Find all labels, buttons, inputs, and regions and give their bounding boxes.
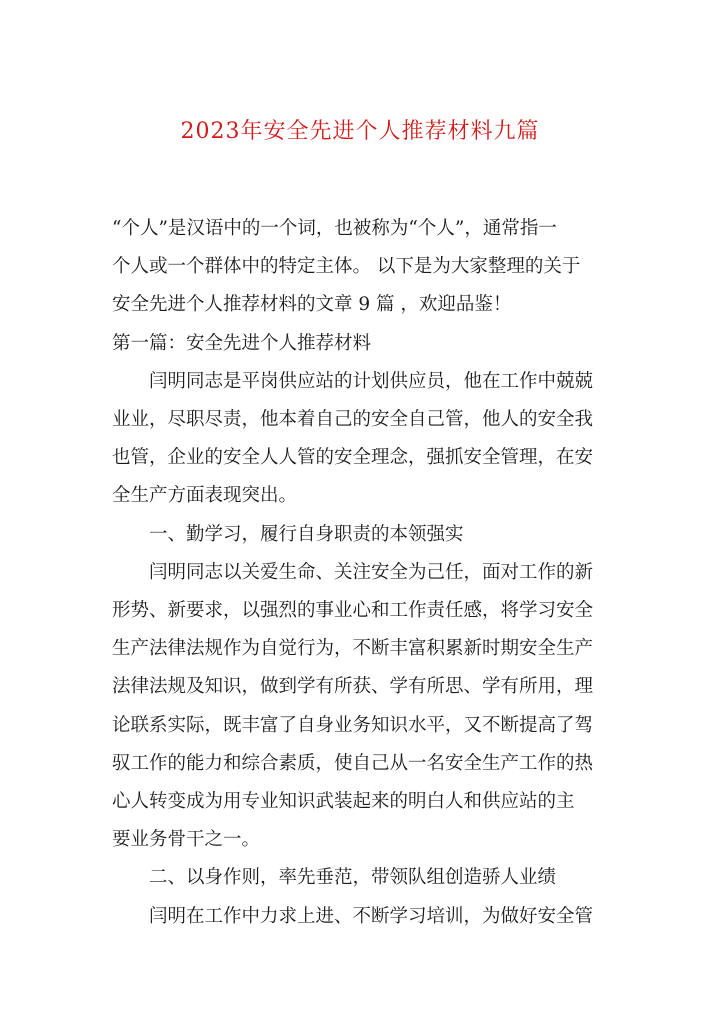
section-heading xyxy=(112,325,617,363)
sub2-text: 二、以身作则，率先垂范，带领队组创造骄人业绩 xyxy=(149,867,557,889)
para2-line-7: 心人转变成为用专业知识武装起来的明白人和供应站的主 xyxy=(112,791,575,813)
paragraph-2 xyxy=(112,554,617,860)
document-title: 2023年安全先进个人推荐材料九篇 xyxy=(180,119,540,144)
intro-line-3: 安全先进个人推荐材料的文章 9 篇 ，欢迎品鉴！ xyxy=(112,294,512,316)
intro-line-2: 个人或一个群体中的特定主体。 以下是为大家整理的关于 xyxy=(112,256,581,278)
para2-line-8: 要业务骨干之一。 xyxy=(112,829,261,851)
sub1-text: 一、勤学习，履行自身职责的本领强实 xyxy=(149,523,464,545)
para1-line-2: 业业，尽职尽责，他本着自己的安全自己管，他人的安全我 xyxy=(112,409,594,431)
para1-line-4: 全生产方面表现突出。 xyxy=(112,485,298,507)
paragraph-1 xyxy=(112,363,617,516)
para2-line-2: 形势、新要求，以强烈的事业心和工作责任感，将学习安全 xyxy=(112,600,594,622)
subheading-2 xyxy=(112,859,617,897)
para1-line-1: 闫明同志是平岗供应站的计划供应员，他在工作中兢兢 xyxy=(149,370,594,392)
document-body xyxy=(112,210,617,936)
para2-line-1: 闫明同志以关爱生命、关注安全为己任，面对工作的新 xyxy=(149,561,594,583)
paragraph-3 xyxy=(112,898,617,936)
para2-line-3: 生产法律法规作为自觉行为，不断丰富积累新时期安全生产 xyxy=(112,638,594,660)
para2-line-5: 论联系实际，既丰富了自身业务知识水平，又不断提高了驾 xyxy=(112,714,594,736)
para2-line-6: 驭工作的能力和综合素质，使自己从一名安全生产工作的热 xyxy=(112,752,594,774)
para1-line-3: 也管，企业的安全人人管的安全理念，强抓安全管理，在安 xyxy=(112,447,594,469)
subheading-1 xyxy=(112,516,617,554)
section1-heading: 第一篇：安全先进个人推荐材料 xyxy=(112,332,372,354)
para2-line-4: 法律法规及知识，做到学有所获、学有所思、学有所用，理 xyxy=(112,676,594,698)
intro-line-1: “个人”是汉语中的一个词，也被称为“个人”，通常指一 xyxy=(112,218,557,239)
intro-paragraph xyxy=(112,210,617,325)
para3-line-1: 闫明在工作中力求上进、不断学习培训，为做好安全管 xyxy=(149,905,594,927)
